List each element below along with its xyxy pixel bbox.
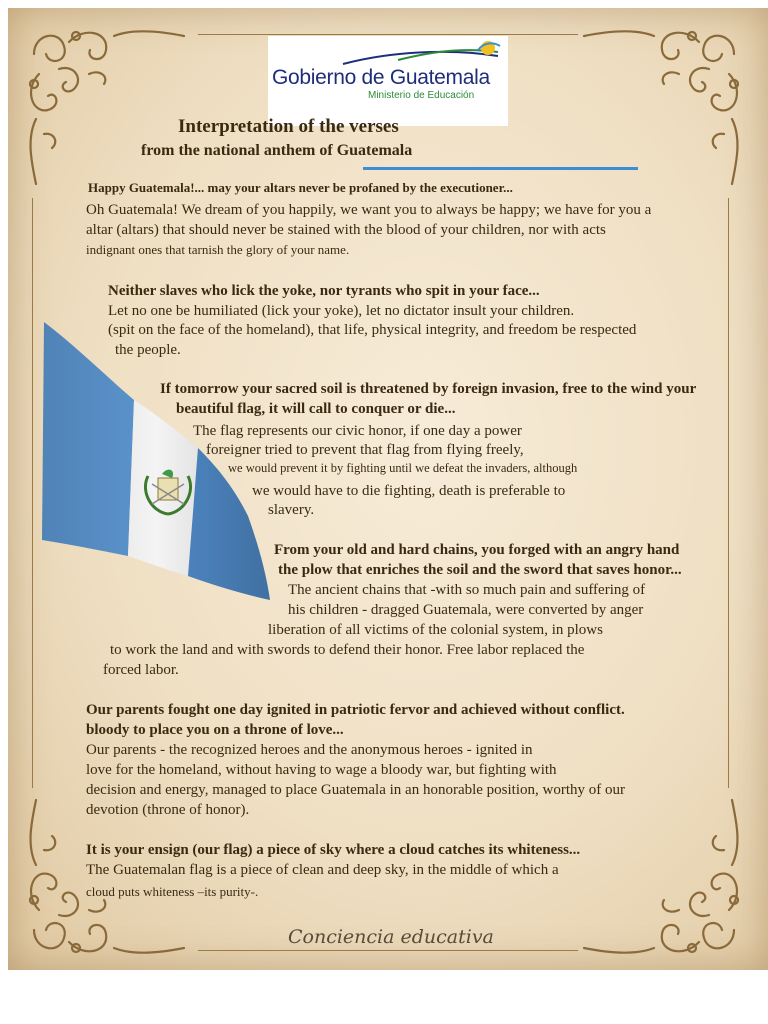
verse-5-text-line: love for the homeland, without having to wage a bloody war, but fighting with	[86, 762, 557, 778]
verse-2-text-line: (spit on the face of the homeland), that life, physical integrity, and freedom be respected	[108, 322, 637, 338]
government-logo	[268, 36, 508, 126]
verse-3-text-line: we would have to die fighting, death is preferable to	[252, 483, 566, 499]
verse-4-text-line: liberation of all victims of the colonial system, in plows	[268, 622, 603, 638]
verse-4-text-line: The ancient chains that -with so much pain and suffering of	[288, 582, 646, 598]
frame-right-line	[728, 198, 729, 788]
verse-6-text-line: cloud puts whiteness –its purity-.	[86, 884, 259, 899]
frame-bottom-line	[198, 950, 578, 951]
verse-3-text-line: The flag represents our civic honor, if one day a power	[193, 423, 522, 439]
verse-1-text-line: altar (altars) that should never be stained with the blood of your children, nor with acts	[86, 222, 606, 238]
ornament-top-left-icon	[14, 14, 194, 194]
verse-5-text-line: Our parents - the recognized heroes and the anonymous heroes - ignited in	[86, 742, 533, 758]
verse-1-heading: Happy Guatemala!... may your altars never be profaned by the executioner...	[88, 180, 513, 195]
verse-6-text-line: The Guatemalan flag is a piece of clean and deep sky, in the middle of which a	[86, 862, 559, 878]
verse-3-heading: If tomorrow your sacred soil is threatened by foreign invasion, free to the wind your	[160, 381, 697, 397]
logo-name: Gobierno de Guatemala	[272, 66, 490, 89]
verse-2-text-line: Let no one be humiliated (lick your yoke), let no dictator insult your children.	[108, 303, 575, 319]
verse-4-heading: From your old and hard chains, you forged with an angry hand	[274, 542, 680, 558]
ornament-bottom-right-icon	[574, 790, 754, 970]
verse-2-heading: Neither slaves who lick the yoke, nor tyrants who spit in your face...	[108, 283, 540, 299]
verse-4-heading: the plow that enriches the soil and the sword that saves honor...	[278, 562, 682, 578]
verse-1-text-line: Oh Guatemala! We dream of you happily, we want you to always be happy; we have for you a	[86, 202, 652, 218]
verse-3-text-line: we would prevent it by fighting until we defeat the invaders, although	[228, 461, 578, 475]
verse-3-heading: beautiful flag, it will call to conquer or die...	[176, 401, 456, 417]
verse-6-heading: It is your ensign (our flag) a piece of sky where a cloud catches its whiteness...	[86, 842, 581, 858]
verse-4-text-line: to work the land and with swords to defend their honor. Free labor replaced the	[110, 642, 585, 658]
verse-4-text-line: forced labor.	[103, 662, 179, 678]
verse-5-text-line: decision and energy, managed to place Guatemala in an honorable position, worthy of our	[86, 782, 626, 798]
verse-3-text-line: foreigner tried to prevent that flag from flying freely,	[206, 442, 524, 458]
frame-left-line	[32, 198, 33, 788]
verse-3-text-line: slavery.	[268, 502, 315, 518]
logo-swoosh-icon	[338, 38, 508, 68]
logo-subtitle: Ministerio de Educación	[368, 90, 475, 101]
verse-5-heading: bloody to place you on a throne of love...	[86, 722, 344, 738]
page-title: Interpretation of the verses	[178, 116, 399, 137]
title-underline	[363, 167, 638, 170]
verse-1-text-line: indignant ones that tarnish the glory of your name.	[86, 242, 350, 257]
frame-top-line	[198, 34, 578, 35]
page-subtitle: from the national anthem of Guatemala	[141, 142, 413, 159]
verse-5-text-line: devotion (throne of honor).	[86, 802, 250, 818]
footer-brand: Conciencia educativa	[288, 926, 494, 948]
verse-2-text-line: the people.	[115, 342, 181, 358]
verse-5-heading: Our parents fought one day ignited in patriotic fervor and achieved without conflict.	[86, 702, 625, 718]
verse-4-text-line: his children - dragged Guatemala, were converted by anger	[288, 602, 644, 618]
